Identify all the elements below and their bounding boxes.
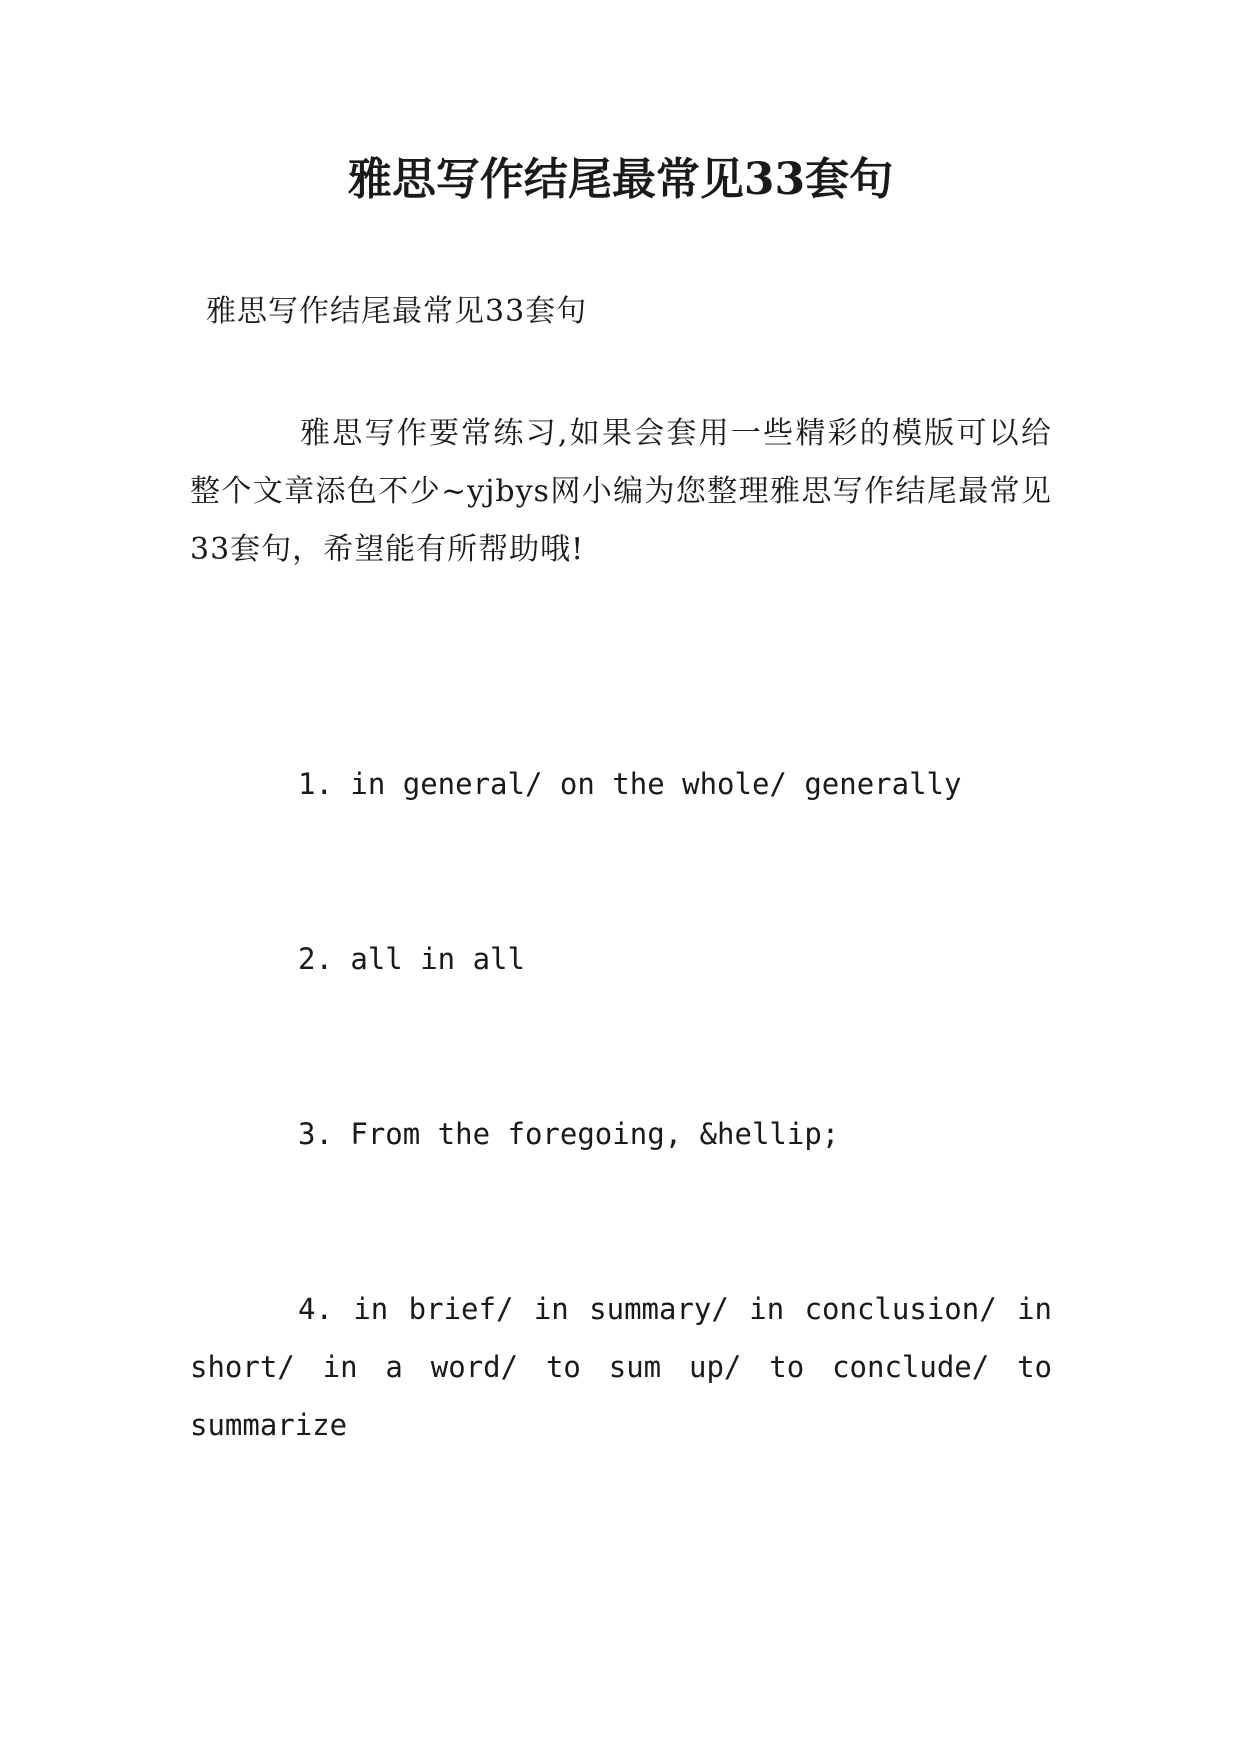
list-item: 2. all in all bbox=[298, 942, 525, 976]
list-item: 1. in general/ on the whole/ generally bbox=[298, 767, 962, 801]
list-item: 3. From the foregoing, &hellip; bbox=[298, 1117, 840, 1151]
document-subtitle: 雅思写作结尾最常见33套句 bbox=[206, 294, 588, 329]
list-item: 4. in brief/ in summary/ in conclusion/ in short/ in a word/ to sum up/ to conclude/ to summarize bbox=[190, 1292, 1052, 1442]
page-title: 雅思写作结尾最常见33套句 bbox=[347, 154, 894, 205]
intro-paragraph: 雅思写作要常练习,如果会套用一些精彩的模版可以给整个文章添色不少~yjbys网小编为您整理雅思写作结尾最常见33套句，希望能有所帮助哦! bbox=[190, 416, 1052, 567]
